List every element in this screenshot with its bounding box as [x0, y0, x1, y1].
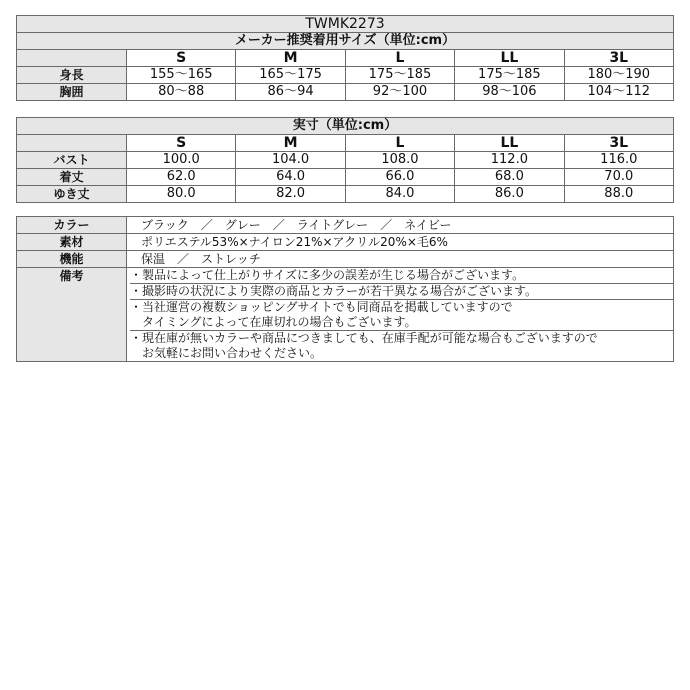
cell-value: 84.0 — [345, 186, 454, 203]
note-line: ・撮影時の状況により実際の商品とカラーが若干異なる場合がございます。 — [130, 284, 538, 298]
row-label: カラー — [17, 217, 127, 234]
recommended-size-table — [16, 15, 674, 101]
row-label: 備考 — [17, 268, 127, 362]
cell-value: 116.0 — [564, 152, 673, 169]
size-header-row — [17, 50, 674, 67]
size-label: L — [345, 135, 454, 152]
cell-value: 86.0 — [455, 186, 564, 203]
spec-row-function — [17, 251, 674, 268]
size-label: 3L — [564, 50, 673, 67]
cell-value: 104.0 — [236, 152, 345, 169]
size-label: LL — [455, 135, 564, 152]
color-value: ブラック ／ グレー ／ ライトグレー ／ ネイビー — [127, 217, 674, 234]
cell-value: 86〜94 — [236, 84, 345, 101]
cell-value: 108.0 — [345, 152, 454, 169]
row-label: 機能 — [17, 251, 127, 268]
note-line: タイミングによって在庫切れの場合もございます。 — [130, 315, 417, 329]
note-line: ・現在庫が無いカラーや商品につきましても、在庫手配が可能な場合もございますので — [130, 331, 598, 345]
notes-list — [127, 268, 674, 362]
cell-value: 66.0 — [345, 169, 454, 186]
note-item — [130, 268, 673, 284]
spec-row-color — [17, 217, 674, 234]
cell-value: 100.0 — [127, 152, 236, 169]
spec-table — [16, 216, 674, 362]
cell-value: 70.0 — [564, 169, 673, 186]
row-label: 身長 — [17, 67, 127, 84]
material-value: ポリエステル53%×ナイロン21%×アクリル20%×毛6% — [127, 234, 674, 251]
cell-value: 104〜112 — [564, 84, 673, 101]
spec-row-material — [17, 234, 674, 251]
recommended-size-heading: メーカー推奨着用サイズ（単位:cm） — [17, 33, 674, 50]
cell-value: 175〜185 — [455, 67, 564, 84]
product-code: TWMK2273 — [17, 16, 674, 33]
note-item — [130, 284, 673, 300]
size-label: M — [236, 135, 345, 152]
cell-value: 64.0 — [236, 169, 345, 186]
cell-value: 88.0 — [564, 186, 673, 203]
cell-value: 98〜106 — [455, 84, 564, 101]
row-label: バスト — [17, 152, 127, 169]
cell-value: 80.0 — [127, 186, 236, 203]
cell-value: 165〜175 — [236, 67, 345, 84]
size-header-row — [17, 135, 674, 152]
table-row — [17, 186, 674, 203]
size-label: 3L — [564, 135, 673, 152]
table-row — [17, 67, 674, 84]
cell-value: 80〜88 — [127, 84, 236, 101]
size-label: S — [127, 135, 236, 152]
cell-value: 68.0 — [455, 169, 564, 186]
row-label: 素材 — [17, 234, 127, 251]
row-label: 胸囲 — [17, 84, 127, 101]
cell-value: 92〜100 — [345, 84, 454, 101]
note-item — [130, 300, 673, 331]
measurement-table — [16, 117, 674, 203]
table-row — [17, 152, 674, 169]
note-line: お気軽にお問い合わせください。 — [130, 346, 323, 360]
size-label: L — [345, 50, 454, 67]
cell-value: 155〜165 — [127, 67, 236, 84]
cell-value: 180〜190 — [564, 67, 673, 84]
size-label: M — [236, 50, 345, 67]
table-row — [17, 169, 674, 186]
size-label: LL — [455, 50, 564, 67]
cell-value: 62.0 — [127, 169, 236, 186]
note-line: ・製品によって仕上がりサイズに多少の誤差が生じる場合がございます。 — [130, 268, 525, 282]
cell-value: 112.0 — [455, 152, 564, 169]
table-row — [17, 84, 674, 101]
function-value: 保温 ／ ストレッチ — [127, 251, 674, 268]
note-item — [130, 331, 673, 361]
note-line: ・当社運営の複数ショッピングサイトでも同商品を掲載していますので — [130, 300, 513, 314]
cell-value: 82.0 — [236, 186, 345, 203]
size-label: S — [127, 50, 236, 67]
row-label: ゆき丈 — [17, 186, 127, 203]
cell-value: 175〜185 — [345, 67, 454, 84]
spec-row-notes — [17, 268, 674, 362]
measurement-heading: 実寸（単位:cm） — [17, 118, 674, 135]
row-label: 着丈 — [17, 169, 127, 186]
